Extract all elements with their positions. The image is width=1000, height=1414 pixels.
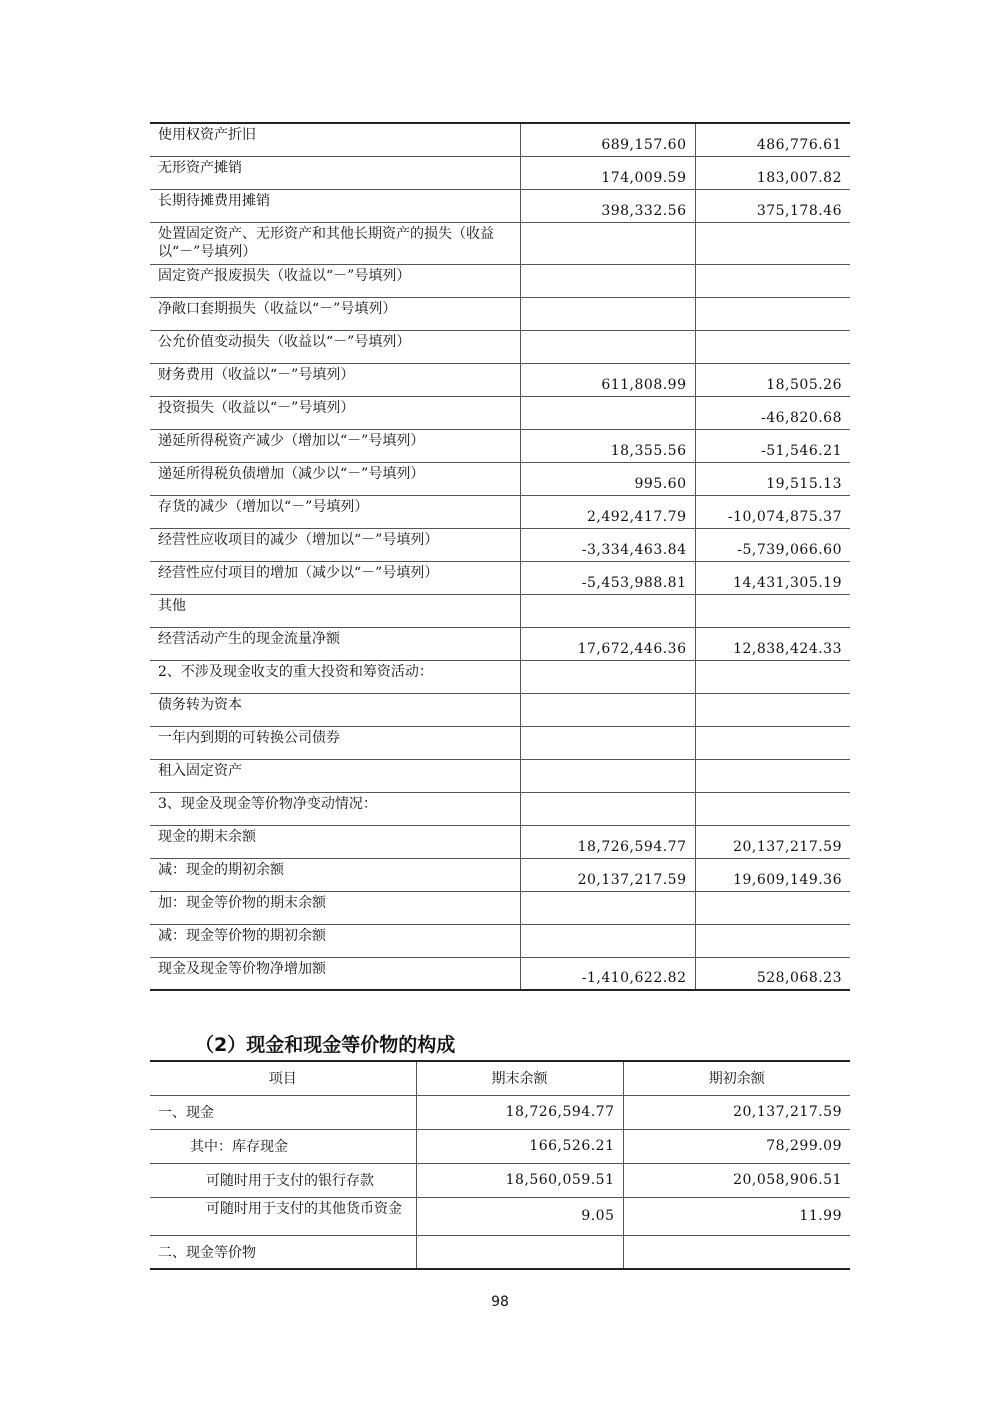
row-label: 3、现金及现金等价物净变动情况： — [150, 792, 520, 825]
end-value — [416, 1235, 623, 1269]
table-row — [150, 495, 850, 528]
current-value: -5,453,988.81 — [520, 561, 695, 594]
row-label: 财务费用（收益以“－”号填列） — [150, 363, 520, 396]
current-value — [520, 264, 695, 297]
column-header-begin: 期初余额 — [623, 1061, 850, 1095]
prior-value — [695, 891, 850, 924]
current-value: 20,137,217.59 — [520, 858, 695, 891]
row-label: 2、不涉及现金收支的重大投资和筹资活动： — [150, 660, 520, 693]
table-row — [150, 363, 850, 396]
current-value — [520, 594, 695, 627]
prior-value — [695, 330, 850, 363]
table-row — [150, 156, 850, 189]
prior-value: 19,515.13 — [695, 462, 850, 495]
page-number: 98 — [491, 1294, 509, 1310]
table-row — [150, 1095, 850, 1129]
end-value: 166,526.21 — [416, 1129, 623, 1163]
row-label: 公允价值变动损失（收益以“－”号填列） — [150, 330, 520, 363]
column-header-item: 项目 — [150, 1061, 416, 1095]
row-label: 固定资产报废损失（收益以“－”号填列） — [150, 264, 520, 297]
row-label: 经营活动产生的现金流量净额 — [150, 627, 520, 660]
prior-value: 14,431,305.19 — [695, 561, 850, 594]
row-label: 一、现金 — [150, 1095, 416, 1129]
row-label: 二、现金等价物 — [150, 1235, 416, 1269]
prior-value: 183,007.82 — [695, 156, 850, 189]
table-row — [150, 627, 850, 660]
prior-value — [695, 924, 850, 957]
current-value: 18,355.56 — [520, 429, 695, 462]
prior-value — [695, 693, 850, 726]
begin-value: 20,058,906.51 — [623, 1163, 850, 1197]
row-label: 加：现金等价物的期末余额 — [150, 891, 520, 924]
prior-value — [695, 297, 850, 330]
current-value — [520, 924, 695, 957]
row-label: 投资损失（收益以“－”号填列） — [150, 396, 520, 429]
prior-value: 19,609,149.36 — [695, 858, 850, 891]
end-value: 18,560,059.51 — [416, 1163, 623, 1197]
begin-value: 20,137,217.59 — [623, 1095, 850, 1129]
current-value: 2,492,417.79 — [520, 495, 695, 528]
current-value: 17,672,446.36 — [520, 627, 695, 660]
row-label: 经营性应付项目的增加（减少以“－”号填列） — [150, 561, 520, 594]
current-value — [520, 759, 695, 792]
table-row — [150, 759, 850, 792]
row-label: 递延所得税负债增加（减少以“－”号填列） — [150, 462, 520, 495]
table-row — [150, 1163, 850, 1197]
prior-value: 486,776.61 — [695, 123, 850, 156]
table-row — [150, 594, 850, 627]
row-label: 减：现金的期初余额 — [150, 858, 520, 891]
table-row — [150, 123, 850, 156]
table-row — [150, 660, 850, 693]
prior-value — [695, 594, 850, 627]
current-value: 174,009.59 — [520, 156, 695, 189]
prior-value: -10,074,875.37 — [695, 495, 850, 528]
table-row — [150, 561, 850, 594]
prior-value — [695, 264, 850, 297]
table-row — [150, 1235, 850, 1269]
current-value: 995.60 — [520, 462, 695, 495]
current-value — [520, 726, 695, 759]
row-label: 其中：库存现金 — [150, 1129, 416, 1163]
table-row — [150, 297, 850, 330]
prior-value: 12,838,424.33 — [695, 627, 850, 660]
section-heading: （2）现金和现金等价物的构成 — [195, 1034, 456, 1056]
prior-value — [695, 792, 850, 825]
current-value — [520, 297, 695, 330]
table-row — [150, 891, 850, 924]
table-row — [150, 330, 850, 363]
row-label: 租入固定资产 — [150, 759, 520, 792]
end-value: 9.05 — [416, 1197, 623, 1235]
current-value: 611,808.99 — [520, 363, 695, 396]
row-label: 其他 — [150, 594, 520, 627]
current-value — [520, 891, 695, 924]
row-label: 现金及现金等价物净增加额 — [150, 957, 520, 990]
table-row — [150, 264, 850, 297]
row-label: 使用权资产折旧 — [150, 123, 520, 156]
table-row — [150, 189, 850, 222]
table-row — [150, 1129, 850, 1163]
begin-value — [623, 1235, 850, 1269]
column-header-end: 期末余额 — [416, 1061, 623, 1095]
row-label: 减：现金等价物的期初余额 — [150, 924, 520, 957]
table-row — [150, 222, 850, 264]
table-row — [150, 462, 850, 495]
table-row — [150, 726, 850, 759]
table-row — [150, 957, 850, 990]
prior-value: 528,068.23 — [695, 957, 850, 990]
prior-value: 18,505.26 — [695, 363, 850, 396]
cash-flow-supplement-table — [150, 122, 850, 991]
current-value — [520, 396, 695, 429]
current-value: -1,410,622.82 — [520, 957, 695, 990]
row-label: 可随时用于支付的其他货币资金 — [150, 1197, 416, 1235]
current-value — [520, 330, 695, 363]
current-value — [520, 693, 695, 726]
table-row — [150, 924, 850, 957]
begin-value: 11.99 — [623, 1197, 850, 1235]
current-value: -3,334,463.84 — [520, 528, 695, 561]
end-value: 18,726,594.77 — [416, 1095, 623, 1129]
current-value — [520, 660, 695, 693]
current-value: 398,332.56 — [520, 189, 695, 222]
row-label: 可随时用于支付的银行存款 — [150, 1163, 416, 1197]
row-label: 债务转为资本 — [150, 693, 520, 726]
prior-value: -51,546.21 — [695, 429, 850, 462]
row-label: 现金的期末余额 — [150, 825, 520, 858]
row-label: 长期待摊费用摊销 — [150, 189, 520, 222]
header-row — [150, 1061, 850, 1095]
table-row — [150, 825, 850, 858]
table-row — [150, 1197, 850, 1235]
row-label: 无形资产摊销 — [150, 156, 520, 189]
current-value: 689,157.60 — [520, 123, 695, 156]
prior-value — [695, 726, 850, 759]
current-value — [520, 222, 695, 264]
table-row — [150, 858, 850, 891]
current-value: 18,726,594.77 — [520, 825, 695, 858]
prior-value: 20,137,217.59 — [695, 825, 850, 858]
row-label: 一年内到期的可转换公司债券 — [150, 726, 520, 759]
table-row — [150, 429, 850, 462]
table-row — [150, 693, 850, 726]
row-label: 递延所得税资产减少（增加以“－”号填列） — [150, 429, 520, 462]
row-label: 处置固定资产、无形资产和其他长期资产的损失（收益以“－”号填列） — [150, 222, 520, 264]
prior-value — [695, 759, 850, 792]
prior-value — [695, 660, 850, 693]
row-label: 净敞口套期损失（收益以“－”号填列） — [150, 297, 520, 330]
cash-composition-table — [150, 1060, 850, 1270]
current-value — [520, 792, 695, 825]
table-row — [150, 396, 850, 429]
prior-value: -46,820.68 — [695, 396, 850, 429]
row-label: 经营性应收项目的减少（增加以“－”号填列） — [150, 528, 520, 561]
prior-value: -5,739,066.60 — [695, 528, 850, 561]
prior-value — [695, 222, 850, 264]
table-row — [150, 528, 850, 561]
table-row — [150, 792, 850, 825]
prior-value: 375,178.46 — [695, 189, 850, 222]
row-label: 存货的减少（增加以“－”号填列） — [150, 495, 520, 528]
begin-value: 78,299.09 — [623, 1129, 850, 1163]
